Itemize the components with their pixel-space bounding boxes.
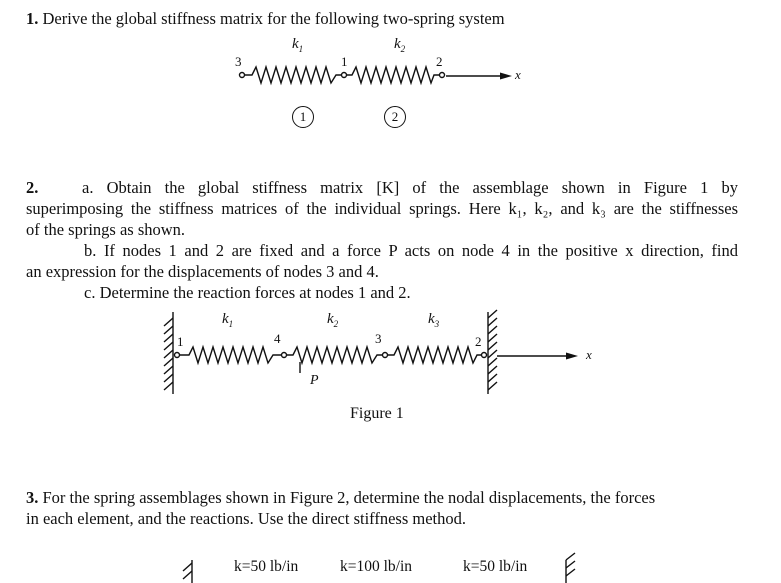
element-2-marker: 2	[384, 106, 406, 128]
problem-2b-line2: an expression for the displacements of nodes 3 and 4.	[26, 262, 379, 281]
spring-2-stiffness: k=100 lb/in	[340, 558, 413, 575]
spring-1-stiffness: k=50 lb/in	[234, 558, 299, 575]
problem-1-number: 1.	[26, 9, 39, 28]
spring-k1-label: $k_1$	[292, 36, 304, 54]
spring-k3-label: $k_3$	[428, 311, 440, 329]
problem-2a-line2: superimposing the stiffness matrices of the individual springs. Here k₁, k₂, and k₃ are the stiffnesses	[26, 199, 738, 218]
problem-2a-line3: of the springs as shown.	[26, 220, 186, 239]
axis-x-label: x	[586, 347, 592, 362]
problem-2-number: 2.	[26, 178, 39, 197]
force-p-label: P	[310, 373, 319, 388]
problem-3-line2: in each element, and the reactions. Use the direct stiffness method.	[26, 509, 467, 528]
node-2-label: 2	[475, 334, 482, 349]
node-1-label: 1	[177, 334, 184, 349]
node-3-label: 3	[235, 54, 242, 69]
node-2-label: 2	[436, 54, 443, 69]
problem-3-text: For the spring assemblages shown in Figure 2, determine the nodal displacements, the forces	[38, 488, 656, 507]
spring-3-stiffness: k=50 lb/in	[463, 558, 528, 575]
problem-2a-line1: a. Obtain the global stiffness matrix [K] of the assemblage shown in Figure 1 by	[82, 178, 738, 197]
problem-2c-line: c. Determine the reaction forces at nodes 1 and 2.	[84, 283, 411, 302]
problem-3-number: 3.	[26, 488, 39, 507]
spring-k1-label: $k_1$	[222, 311, 234, 329]
spring-k2-label: $k_2$	[327, 311, 339, 329]
axis-x-label: x	[515, 67, 521, 82]
node-4-label: 4	[274, 331, 281, 346]
node-1-label: 1	[341, 54, 348, 69]
problem-1-text: Derive the global stiffness matrix for the following two-spring system	[38, 9, 505, 28]
element-1-marker: 1	[292, 106, 314, 128]
spring-k2-label: $k_2$	[394, 36, 406, 54]
node-3-label: 3	[375, 331, 382, 346]
problem-2b-line1: b. If nodes 1 and 2 are fixed and a force P acts on node 4 in the positive x direction, find	[84, 241, 738, 260]
figure-1-caption: Figure 1	[350, 405, 404, 422]
